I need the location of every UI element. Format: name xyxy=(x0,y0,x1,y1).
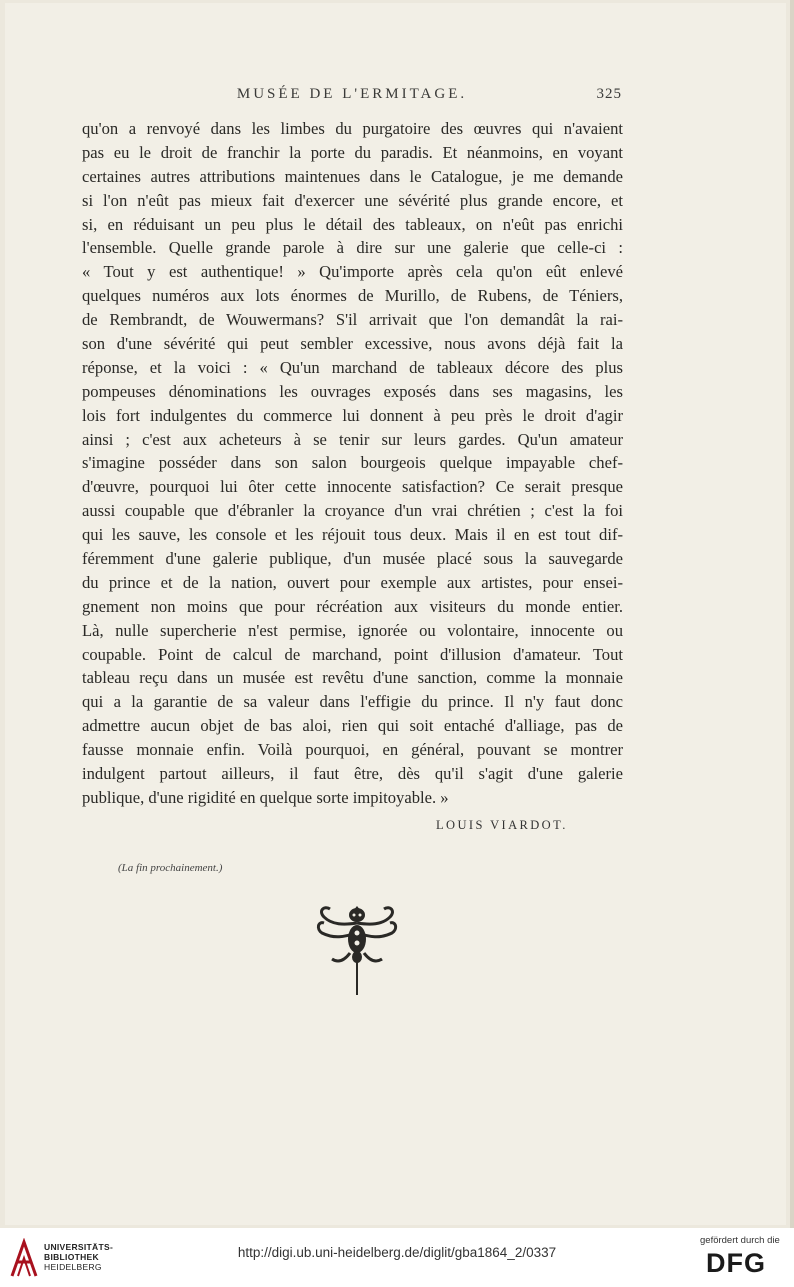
text-line: si l'on n'eût pas mieux fait d'exercer une sévérité plus grande encore, et xyxy=(82,190,623,210)
text-line: lois fort indulgentes du commerce lui donnent à peu près le droit d'agir xyxy=(82,405,623,425)
page-number: 325 xyxy=(596,86,622,102)
text-line: indulgent partout ailleurs, il faut être, dès qu'il s'agit d'une galerie xyxy=(82,764,623,784)
text-line: s'imagine posséder dans son salon bourgeois quelque impayable chef- xyxy=(82,453,623,473)
sponsor-label: gefördert durch die xyxy=(700,1235,780,1246)
text-line: son d'une sévérité qui peut sembler excessive, nous avons déjà fait la xyxy=(82,334,623,354)
library-name-line-2: BIBLIOTHEK xyxy=(44,1252,99,1262)
text-line: du prince et de la nation, ouvert pour exemple aux artistes, pour ensei- xyxy=(82,572,623,592)
text-line: publique, d'une rigidité en quelque sorte impitoyable. » xyxy=(82,787,449,807)
running-title: MUSÉE DE L'ERMITAGE. xyxy=(236,86,468,102)
running-head xyxy=(80,86,624,108)
text-line: coupable. Point de calcul de marchand, point d'illusion d'amateur. Tout xyxy=(82,644,623,664)
text-line: de Rembrandt, de Wouwermans? S'il arrivait que l'on demandât la rai- xyxy=(82,310,623,330)
text-line: admettre aucun objet de bas aloi, rien qui soit entaché d'alliage, pas de xyxy=(82,716,623,736)
text-line: féremment d'une galerie publique, d'un musée placé sous la sauvegarde xyxy=(82,549,623,569)
dfg-logo: DFG xyxy=(706,1248,766,1278)
text-line: qui les sauve, les console et les réjouit tous deux. Mais il en est tout dif- xyxy=(82,525,623,545)
library-name-line-3: HEIDELBERG xyxy=(44,1262,102,1272)
author-signature: LOUIS VIARDOT. xyxy=(436,818,568,832)
text-line: réponse, et la voici : « Qu'un marchand de tableaux décore des plus xyxy=(82,357,623,377)
text-line: fausse monnaie enfin. Voilà pourquoi, en général, pouvant se montrer xyxy=(82,740,623,760)
library-name-line-1: UNIVERSITÄTS- xyxy=(44,1242,114,1252)
text-line: certaines autres attributions maintenues dans le Catalogue, je me demande xyxy=(82,166,623,186)
text-line: d'œuvre, pourquoi lui ôter cette innocente satisfaction? Ce serait presque xyxy=(82,477,623,497)
text-line: ainsi ; c'est aux acheteurs à se tenir sur leurs gardes. Qu'un amateur xyxy=(82,429,623,449)
text-line: si, en réduisant un peu plus le détail des tableaux, on n'eût pas enrichi xyxy=(82,214,623,234)
text-line: qu'on a renvoyé dans les limbes du purgatoire des œuvres qui n'avaient xyxy=(82,119,623,138)
text-line: gnement non moins que pour récréation aux visiteurs du monde entier. xyxy=(82,596,623,616)
text-line: « Tout y est authentique! » Qu'importe après cela qu'on eût enlevé xyxy=(82,262,623,282)
text-line: qui a la garantie de sa valeur dans l'effigie du prince. Il n'y faut donc xyxy=(82,692,623,712)
permalink-url[interactable]: http://digi.ub.uni-heidelberg.de/diglit/gba1864_2/0337 xyxy=(237,1245,557,1260)
body-text xyxy=(82,117,623,810)
continuation-note: (La fin prochainement.) xyxy=(118,862,223,874)
text-line: l'ensemble. Quelle grande parole à dire sur une galerie que celle-ci : xyxy=(82,238,623,258)
text-line: Là, nulle supercherie n'est permise, ignorée ou volontaire, innocente ou xyxy=(82,620,623,640)
tailpiece-ornament-icon xyxy=(314,903,400,1001)
text-line: quelques numéros aux lots énormes de Murillo, de Rubens, de Téniers, xyxy=(82,286,623,306)
text-line: tableau reçu dans un musée est revêtu d'une sanction, comme la monnaie xyxy=(82,668,623,688)
text-line: pas eu le droit de franchir la porte du paradis. Et néanmoins, en voyant xyxy=(82,142,623,162)
text-line: aussi coupable que d'ébranler la croyance d'un vrai chrétien ; c'est la foi xyxy=(82,501,623,521)
text-line: pompeuses dénominations les ouvrages exposés dans ses magasins, les xyxy=(82,381,623,401)
